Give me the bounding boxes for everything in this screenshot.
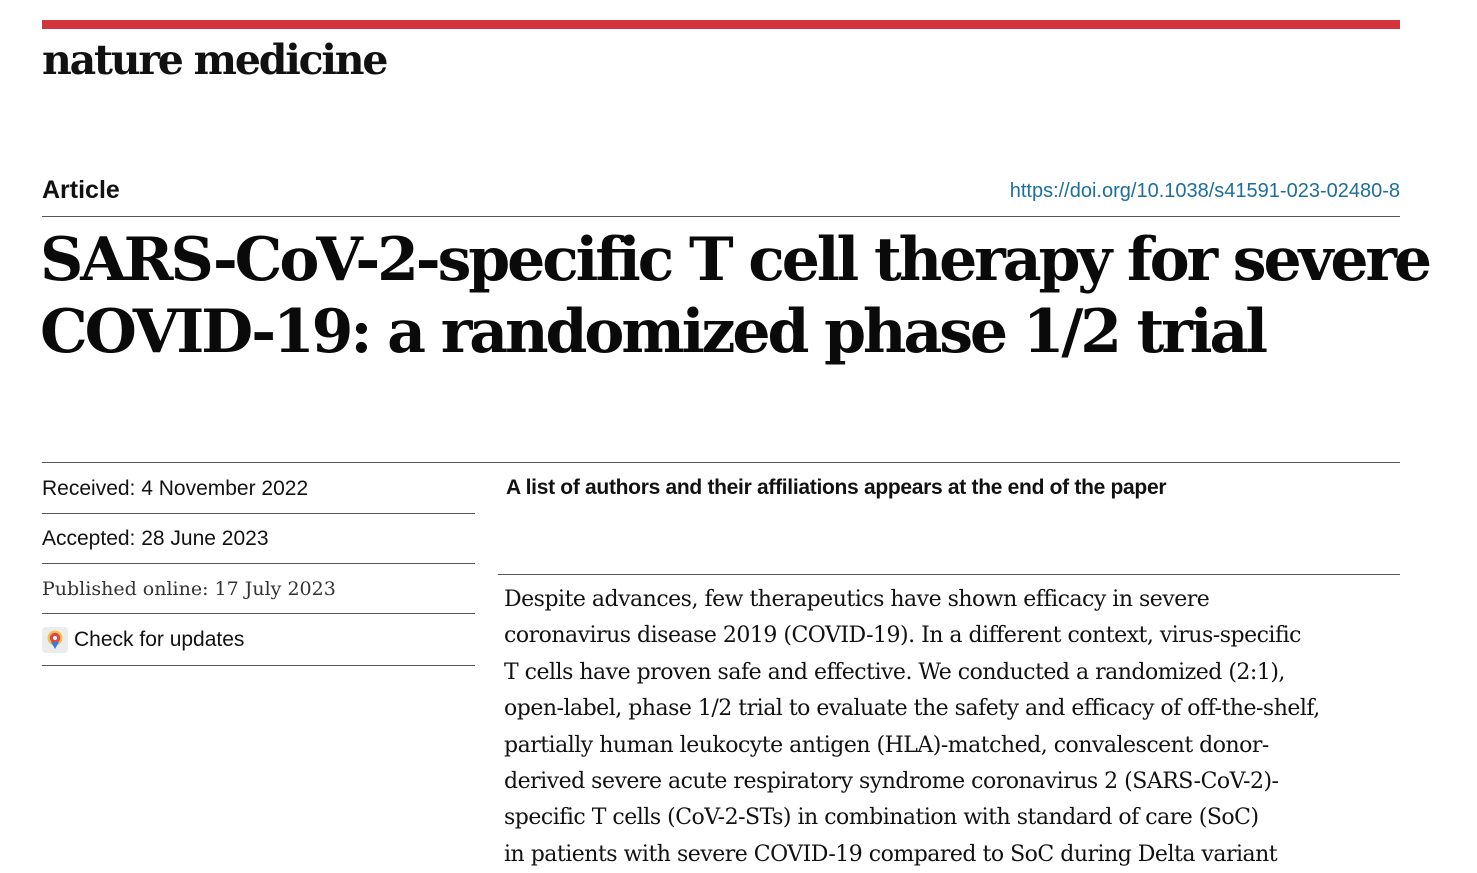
abstract-line: partially human leukocyte antigen (HLA)-matched, convalescent donor-	[504, 732, 1269, 758]
abstract-line: Despite advances, few therapeutics have shown efficacy in severe	[504, 587, 1210, 612]
article-dates	[42, 464, 475, 666]
journal-logo: nature medicine	[42, 36, 387, 84]
accepted-date: Accepted: 28 June 2023	[42, 514, 475, 564]
abstract-line: in patients with severe COVID-19 compared to SoC during Delta variant	[504, 841, 1278, 867]
journal-accent-bar	[42, 20, 1400, 29]
title-line: COVID-19: a randomized phase 1/2 trial	[40, 297, 1265, 367]
published-date: Published online: 17 July 2023	[42, 564, 475, 614]
metadata-divider	[42, 462, 1400, 463]
abstract	[504, 582, 1404, 873]
received-date: Received: 4 November 2022	[42, 464, 475, 514]
article-type-row	[42, 176, 1400, 217]
doi-link[interactable]: https://doi.org/10.1038/s41591-023-02480-8	[1009, 180, 1400, 202]
check-for-updates-button[interactable]	[42, 614, 475, 666]
abstract-line: specific T cells (CoV-2-STs) in combination with standard of care (SoC)	[504, 805, 1259, 831]
abstract-divider	[498, 574, 1400, 575]
abstract-line: derived severe acute respiratory syndrome coronavirus 2 (SARS-CoV-2)-	[504, 769, 1279, 795]
abstract-line: open-label, phase 1/2 trial to evaluate the safety and efficacy of off-the-shelf,	[504, 696, 1320, 722]
authors-affiliations-note: A list of authors and their affiliations appears at the end of the paper	[506, 476, 1167, 499]
abstract-line: coronavirus disease 2019 (COVID-19). In a different context, virus-specific	[504, 623, 1301, 649]
title-line: SARS-CoV-2-specific T cell therapy for severe	[40, 225, 1429, 295]
article-type: Article	[42, 176, 120, 204]
check-for-updates-icon	[42, 627, 68, 653]
abstract-line: T cells have proven safe and effective. We conducted a randomized (2:1),	[504, 659, 1285, 685]
article-title	[40, 224, 1429, 368]
check-for-updates-label: Check for updates	[74, 627, 245, 651]
